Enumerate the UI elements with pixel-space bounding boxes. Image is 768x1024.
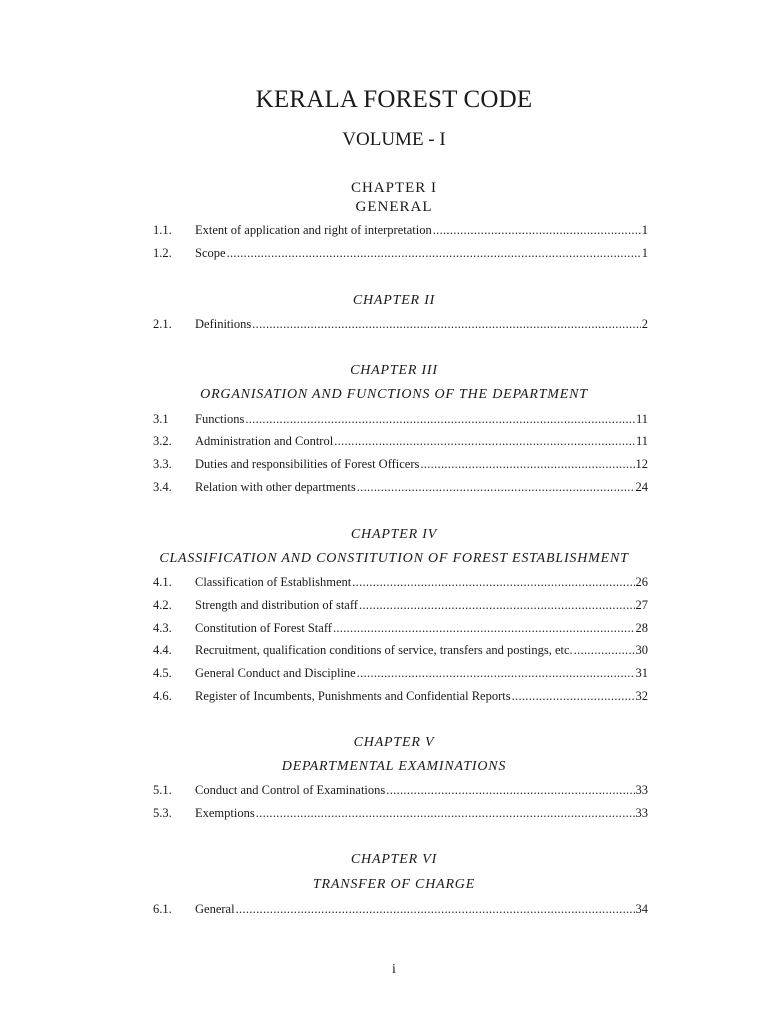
dot-leader [359,596,635,614]
dot-leader [252,315,641,333]
toc-row [153,619,648,637]
dot-leader [352,573,634,591]
section-page: 28 [635,621,648,635]
section-page: 27 [635,598,648,612]
section-number: 4.6. [153,689,172,703]
section-page: 26 [635,575,648,589]
section-page: 1 [641,246,648,260]
toc-row [153,596,648,614]
section-number: 1.1. [153,223,172,237]
section-page: 2 [641,317,648,331]
dot-leader [357,478,635,496]
page-number: i [392,962,396,977]
section-number: 4.4. [153,643,172,657]
section-number: 5.1. [153,783,172,797]
section-title: General Conduct and Discipline [195,666,356,680]
dot-leader [256,804,635,822]
section-title: Conduct and Control of Examinations [195,783,386,797]
toc-row [153,410,648,428]
section-page: 33 [635,806,648,820]
section-number: 4.3. [153,621,172,635]
document-title: KERALA FOREST CODE [255,86,533,113]
section-number: 2.1. [153,317,172,331]
section-title: Definitions [195,317,252,331]
toc-row [153,478,648,496]
chapter-subheading: GENERAL [355,199,433,215]
toc-row [153,664,648,682]
section-title: Duties and responsibilities of Forest Officers [195,457,420,471]
chapter-heading: CHAPTER VI [350,852,438,867]
toc-row [153,641,648,659]
section-page: 32 [635,689,648,703]
section-number: 4.1. [153,575,172,589]
dot-leader [574,641,635,659]
toc-row [153,244,648,262]
section-number: 5.3. [153,806,172,820]
section-page: 34 [635,902,648,916]
toc-row [153,781,648,799]
section-number: 6.1. [153,902,172,916]
section-number: 1.2. [153,246,172,260]
section-title: Constitution of Forest Staff [195,621,332,635]
chapter-heading: CHAPTER II [352,293,436,308]
section-title: Register of Incumbents, Punishments and Confidential Reports [195,689,511,703]
section-title: Scope [195,246,226,260]
dot-leader [245,410,635,428]
dot-leader [357,664,635,682]
dot-leader [512,687,635,705]
chapter-heading: CHAPTER I [350,180,438,196]
section-number: 4.5. [153,666,172,680]
section-title: Administration and Control [195,434,334,448]
dot-leader [236,900,635,918]
chapter-subheading: ORGANISATION AND FUNCTIONS OF THE DEPARTMENT [200,387,588,402]
section-page: 1 [641,223,648,237]
section-title: General [195,902,235,916]
volume-title: VOLUME - I [342,129,446,150]
dot-leader [333,619,635,637]
section-page: 24 [635,480,648,494]
section-title: Exemptions [195,806,255,820]
chapter-heading: CHAPTER V [353,735,435,750]
section-page: 31 [635,666,648,680]
section-page: 33 [635,783,648,797]
section-number: 3.2. [153,434,172,448]
toc-row [153,573,648,591]
dot-leader [227,244,641,262]
toc-row [153,432,648,450]
dot-leader [420,455,634,473]
chapter-subheading: TRANSFER OF CHARGE [312,877,476,892]
chapter-subheading: CLASSIFICATION AND CONSTITUTION OF FOREST ESTABLISHMENT [159,551,629,566]
toc-row [153,315,648,333]
toc-row [153,221,648,239]
section-page: 12 [635,457,648,471]
section-number: 4.2. [153,598,172,612]
section-number: 3.3. [153,457,172,471]
dot-leader [386,781,634,799]
section-title: Extent of application and right of interpretation [195,223,432,237]
chapter-subheading: DEPARTMENTAL EXAMINATIONS [281,759,507,774]
section-title: Relation with other departments [195,480,356,494]
section-page: 30 [635,643,648,657]
section-page: 11 [635,412,648,426]
toc-row [153,687,648,705]
toc-row [153,455,648,473]
section-title: Classification of Establishment [195,575,352,589]
dot-leader [334,432,635,450]
section-number: 3.1 [153,412,169,426]
section-page: 11 [635,434,648,448]
section-number: 3.4. [153,480,172,494]
section-title: Recruitment, qualification conditions of service, transfers and postings, etc. [195,643,573,657]
section-title: Functions [195,412,245,426]
chapter-heading: CHAPTER III [350,363,438,378]
toc-row [153,804,648,822]
dot-leader [433,221,641,239]
chapter-heading: CHAPTER IV [350,527,438,542]
toc-row [153,900,648,918]
section-title: Strength and distribution of staff [195,598,358,612]
